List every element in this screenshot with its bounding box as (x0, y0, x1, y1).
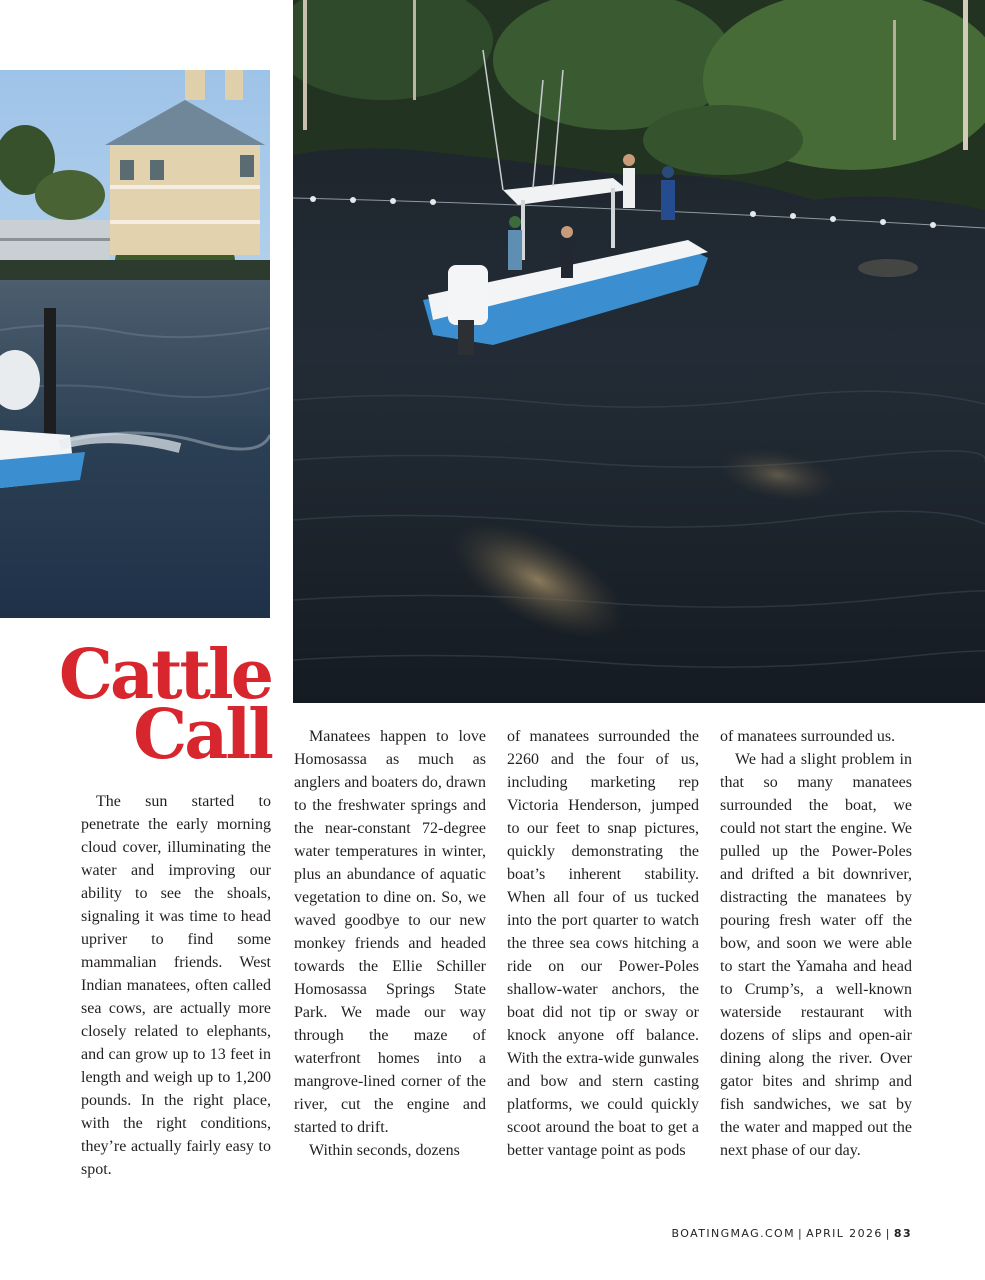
paragraph: of manatees surrounded the 2260 and the four of us, including marketing rep Victoria Henderson, jumped to our feet to snap pictures, quickly demonstrating the boat’s inherent stability. When all four of us tucked into the port quarter to watch the three sea cows hitching a ride on our Power-Poles shallow-water anchors, the boat did not tip or sway or knock anyone off balance. With the extra-wide gunwales and bow and stern casting platforms, we could quickly scoot around the boat to get a better vantage point as pods (507, 728, 699, 1159)
footer-separator: | (885, 1227, 891, 1240)
headline-line-1: Cattle (58, 635, 271, 715)
page-footer (672, 1227, 912, 1240)
headline-line-2: Call (133, 695, 271, 775)
paragraph: The sun started to penetrate the early morning cloud cover, illuminating the water and improving our ability to see the shoals, signaling it was time to head upriver to find some mammalian friends. West Indian manatees, often called sea cows, are actually more closely related to elephants, and can grow up to 13 feet in length and weigh up to 1,200 pounds. In the right place, with the right conditions, they’re actually fairly easy to spot. (81, 793, 271, 1178)
article-column-3 (507, 725, 699, 1162)
footer-separator: | (798, 1227, 804, 1240)
article-column-2 (294, 725, 486, 1162)
page-number: 83 (893, 1227, 912, 1240)
headline (58, 635, 271, 775)
article-column-1 (81, 790, 271, 1181)
paragraph: Manatees happen to love Homosassa as much as anglers and boaters do, drawn to the freshwater springs and the near-constant 72-degree water temperatures in winter, plus an abundance of aquatic vegetation to dine on. So, we waved goodbye to our new monkey friends and headed towards the Ellie Schiller Homosassa Springs State Park. We made our way through the maze of waterfront homes into a mangrove-lined corner of the river, cut the engine and started to drift. (294, 728, 486, 1136)
boat-with-manatees-photo (293, 0, 985, 703)
article-column-4 (720, 725, 912, 1162)
footer-site: BOATINGMAG.COM (671, 1227, 795, 1240)
waterfront-house-photo (0, 70, 270, 618)
paragraph: of manatees surrounded us. (720, 728, 896, 745)
footer-issue: APRIL 2026 (806, 1227, 883, 1240)
paragraph: Within seconds, dozens (309, 1142, 460, 1159)
paragraph: We had a slight problem in that so many manatees surrounded the boat, we could not start the engine. We pulled up the Power-Poles and drifted a bit downriver, distracting the manatees by pouring fresh water off the bow, and soon we were able to start the Yamaha and head to Crump’s, a well-known waterside restaurant with dozens of slips and open-air dining along the river. Over gator bites and shrimp and fish sandwiches, we sat by the water and mapped out the next phase of our day. (720, 751, 912, 1159)
